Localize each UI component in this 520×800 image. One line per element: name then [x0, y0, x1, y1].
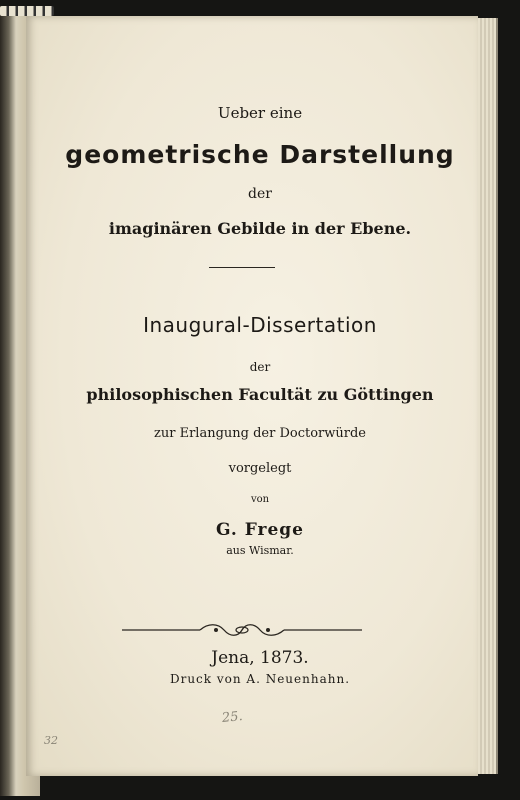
- presented-line: vorgelegt: [228, 461, 292, 476]
- binding-stitch: [0, 6, 54, 16]
- pencil-annotation: 25.: [221, 708, 244, 727]
- title-line-1: Ueber eine: [217, 104, 303, 122]
- dissertation-label: Inaugural-Dissertation: [143, 313, 377, 337]
- title-line-6: der: [249, 360, 271, 374]
- degree-line: zur Erlangung der Doctorwürde: [154, 426, 366, 441]
- place-year: Jena, 1873.: [211, 648, 309, 668]
- divider-rule: [209, 267, 275, 268]
- pencil-annotation-margin: 32: [44, 734, 58, 747]
- author-name: G. Frege: [216, 520, 304, 540]
- faculty-line: philosophischen Facultät zu Göttingen: [86, 385, 434, 404]
- printer-line: Druck von A. Neuenhahn.: [169, 672, 351, 686]
- by-line: von: [250, 494, 270, 505]
- main-title: geometrische Darstellung: [65, 140, 455, 169]
- ornamental-divider: [120, 620, 364, 640]
- subtitle: imaginären Gebilde in der Ebene.: [108, 219, 412, 238]
- author-origin: aus Wismar.: [226, 544, 294, 557]
- title-line-3: der: [248, 186, 272, 202]
